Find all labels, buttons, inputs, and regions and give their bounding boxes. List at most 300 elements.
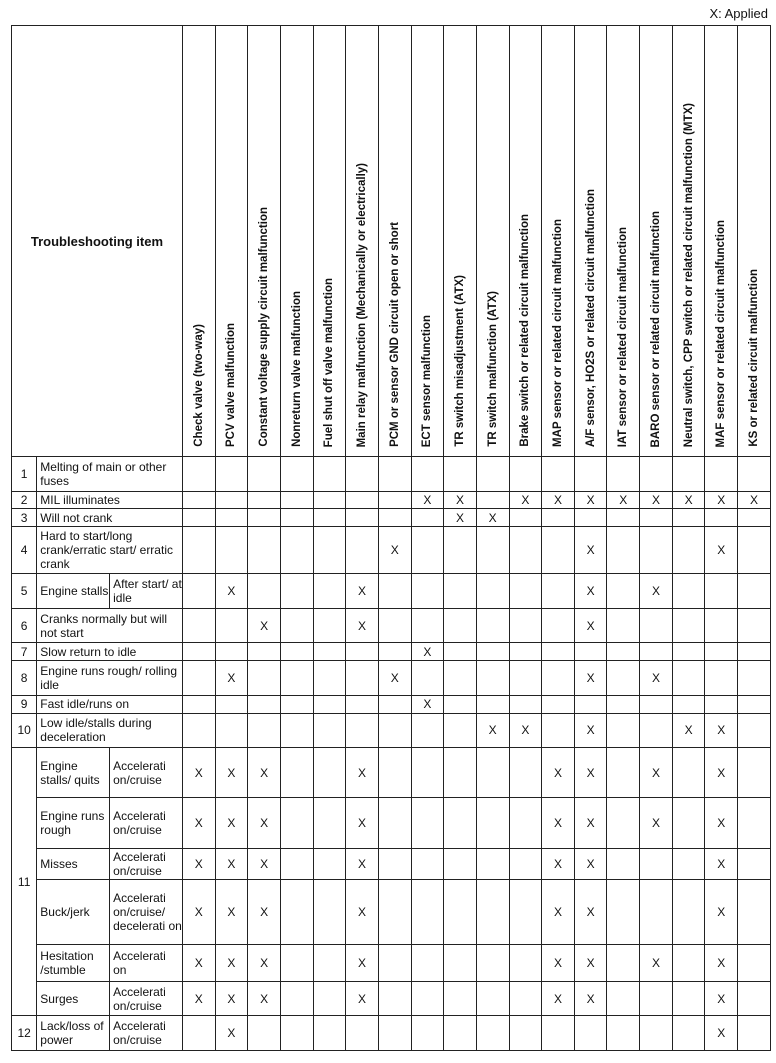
applied-cell: X xyxy=(574,661,607,696)
row-number: 11 xyxy=(12,748,37,1016)
applied-cell xyxy=(672,457,705,492)
applied-cell xyxy=(215,509,248,527)
applied-cell xyxy=(574,1016,607,1051)
applied-cell: X xyxy=(346,748,379,798)
applied-cell xyxy=(280,661,313,696)
header-row xyxy=(12,26,771,457)
applied-cell xyxy=(607,457,640,492)
applied-cell: X xyxy=(574,527,607,574)
applied-cell xyxy=(509,981,542,1016)
applied-cell xyxy=(346,509,379,527)
applied-cell xyxy=(738,509,771,527)
table-row xyxy=(12,748,771,798)
troubleshooting-item: Hard to start/long crank/erratic start/ erratic crank xyxy=(37,527,183,574)
applied-cell: X xyxy=(738,491,771,509)
applied-cell xyxy=(542,643,575,661)
applied-cell xyxy=(313,527,346,574)
applied-cell xyxy=(280,457,313,492)
applied-cell xyxy=(509,798,542,848)
applied-cell: X xyxy=(574,574,607,609)
troubleshooting-item: Will not crank xyxy=(37,509,183,527)
applied-cell xyxy=(542,713,575,748)
table-row xyxy=(12,574,771,609)
table-row xyxy=(12,457,771,492)
applied-cell xyxy=(738,695,771,713)
applied-cell xyxy=(182,574,215,609)
applied-cell xyxy=(672,695,705,713)
applied-cell xyxy=(476,981,509,1016)
applied-cell xyxy=(378,981,411,1016)
applied-cell xyxy=(444,574,477,609)
table-body xyxy=(12,457,771,1051)
applied-cell xyxy=(738,608,771,643)
applied-cell: X xyxy=(705,798,738,848)
applied-cell xyxy=(346,713,379,748)
applied-cell xyxy=(280,798,313,848)
applied-cell xyxy=(574,457,607,492)
applied-cell xyxy=(248,457,281,492)
column-header xyxy=(182,26,215,457)
troubleshooting-item: Engine stalls xyxy=(37,574,110,609)
applied-cell xyxy=(182,713,215,748)
row-number: 6 xyxy=(12,608,37,643)
applied-cell xyxy=(182,457,215,492)
applied-cell: X xyxy=(346,981,379,1016)
applied-cell xyxy=(378,491,411,509)
column-header xyxy=(215,26,248,457)
applied-cell xyxy=(738,527,771,574)
applied-cell xyxy=(738,945,771,982)
applied-cell xyxy=(248,491,281,509)
applied-cell: X xyxy=(346,574,379,609)
troubleshooting-item: Low idle/stalls during deceleration xyxy=(37,713,183,748)
applied-cell xyxy=(509,457,542,492)
column-header xyxy=(248,26,281,457)
applied-cell: X xyxy=(215,981,248,1016)
applied-cell: X xyxy=(182,848,215,879)
applied-cell xyxy=(411,1016,444,1051)
applied-cell xyxy=(313,643,346,661)
applied-cell: X xyxy=(182,798,215,848)
applied-cell: X xyxy=(705,748,738,798)
column-header xyxy=(705,26,738,457)
column-header-label: BARO sensor or related circuit malfunction xyxy=(649,210,662,447)
applied-cell xyxy=(640,848,673,879)
applied-cell xyxy=(542,509,575,527)
applied-cell xyxy=(444,608,477,643)
applied-cell xyxy=(705,695,738,713)
applied-cell xyxy=(280,748,313,798)
applied-cell xyxy=(509,695,542,713)
troubleshooting-item: Engine runs rough/ rolling idle xyxy=(37,661,183,696)
applied-cell xyxy=(640,643,673,661)
applied-cell xyxy=(280,643,313,661)
condition: After start/ at idle xyxy=(110,574,183,609)
applied-cell: X xyxy=(705,1016,738,1051)
applied-cell: X xyxy=(542,798,575,848)
troubleshooting-item: Lack/loss of power xyxy=(37,1016,110,1051)
applied-cell: X xyxy=(248,748,281,798)
applied-cell xyxy=(215,643,248,661)
applied-cell: X xyxy=(542,848,575,879)
applied-cell xyxy=(509,945,542,982)
condition: Accelerati on/cruise xyxy=(110,748,183,798)
applied-cell xyxy=(313,798,346,848)
applied-cell xyxy=(182,527,215,574)
applied-cell xyxy=(607,748,640,798)
applied-cell: X xyxy=(215,661,248,696)
applied-cell xyxy=(476,848,509,879)
column-header xyxy=(280,26,313,457)
applied-cell xyxy=(509,880,542,945)
applied-cell xyxy=(313,608,346,643)
table-row xyxy=(12,695,771,713)
applied-cell xyxy=(182,608,215,643)
applied-cell xyxy=(346,1016,379,1051)
table-row xyxy=(12,643,771,661)
column-header-label: Main relay malfunction (Mechanically or electrically) xyxy=(356,162,369,447)
applied-cell xyxy=(574,509,607,527)
applied-cell: X xyxy=(640,945,673,982)
applied-cell xyxy=(476,574,509,609)
applied-cell xyxy=(215,527,248,574)
troubleshooting-item: MIL illuminates xyxy=(37,491,183,509)
column-header xyxy=(444,26,477,457)
applied-cell xyxy=(248,713,281,748)
applied-cell xyxy=(672,527,705,574)
applied-cell xyxy=(378,880,411,945)
applied-cell xyxy=(607,945,640,982)
applied-cell: X xyxy=(215,848,248,879)
row-number: 7 xyxy=(12,643,37,661)
applied-cell xyxy=(280,695,313,713)
applied-cell xyxy=(313,981,346,1016)
column-header xyxy=(574,26,607,457)
applied-cell xyxy=(672,1016,705,1051)
applied-cell xyxy=(411,798,444,848)
applied-cell xyxy=(411,608,444,643)
applied-cell xyxy=(607,661,640,696)
applied-cell: X xyxy=(215,798,248,848)
applied-cell xyxy=(215,713,248,748)
troubleshooting-item: Fast idle/runs on xyxy=(37,695,183,713)
column-header-label: ECT sensor malfunction xyxy=(421,314,434,447)
applied-cell xyxy=(738,981,771,1016)
row-number: 5 xyxy=(12,574,37,609)
applied-cell xyxy=(607,643,640,661)
applied-cell xyxy=(476,1016,509,1051)
applied-cell xyxy=(248,509,281,527)
applied-cell xyxy=(215,608,248,643)
applied-cell xyxy=(705,643,738,661)
applied-cell: X xyxy=(346,945,379,982)
applied-cell xyxy=(738,748,771,798)
row-number: 4 xyxy=(12,527,37,574)
column-header-label: Constant voltage supply circuit malfunction xyxy=(258,207,271,447)
column-header-label: MAF sensor or related circuit malfunction xyxy=(715,219,728,447)
applied-cell xyxy=(574,643,607,661)
applied-cell xyxy=(542,1016,575,1051)
table-row xyxy=(12,981,771,1016)
condition: Accelerati on/cruise xyxy=(110,848,183,879)
applied-cell xyxy=(313,457,346,492)
applied-cell xyxy=(313,945,346,982)
applied-cell: X xyxy=(411,491,444,509)
troubleshooting-item: Cranks normally but will not start xyxy=(37,608,183,643)
applied-cell xyxy=(607,880,640,945)
applied-cell xyxy=(738,848,771,879)
column-header xyxy=(672,26,705,457)
applied-cell xyxy=(411,509,444,527)
applied-cell: X xyxy=(705,527,738,574)
applied-cell xyxy=(672,981,705,1016)
column-header-label: MAP sensor or related circuit malfunction xyxy=(551,219,564,447)
applied-cell: X xyxy=(346,880,379,945)
column-header-label: KS or related circuit malfunction xyxy=(748,269,761,447)
applied-cell xyxy=(607,981,640,1016)
applied-cell: X xyxy=(640,798,673,848)
applied-cell: X xyxy=(672,713,705,748)
table-row xyxy=(12,661,771,696)
applied-cell xyxy=(182,509,215,527)
column-header xyxy=(411,26,444,457)
column-header xyxy=(313,26,346,457)
applied-cell xyxy=(476,527,509,574)
column-header xyxy=(607,26,640,457)
applied-cell xyxy=(672,608,705,643)
applied-cell: X xyxy=(182,880,215,945)
applied-cell xyxy=(378,695,411,713)
applied-cell xyxy=(280,574,313,609)
column-header-label: Brake switch or related circuit malfunction xyxy=(519,214,532,447)
applied-cell xyxy=(607,798,640,848)
applied-cell: X xyxy=(574,713,607,748)
applied-cell: X xyxy=(705,981,738,1016)
applied-cell xyxy=(346,491,379,509)
troubleshooting-item: Melting of main or other fuses xyxy=(37,457,183,492)
applied-cell xyxy=(476,491,509,509)
applied-cell xyxy=(248,574,281,609)
applied-cell xyxy=(640,457,673,492)
applied-cell xyxy=(738,1016,771,1051)
applied-cell xyxy=(378,848,411,879)
table-row xyxy=(12,491,771,509)
applied-cell xyxy=(607,695,640,713)
applied-cell xyxy=(411,880,444,945)
troubleshooting-item: Misses xyxy=(37,848,110,879)
applied-cell xyxy=(607,713,640,748)
applied-cell xyxy=(248,661,281,696)
applied-cell xyxy=(672,643,705,661)
applied-cell: X xyxy=(476,509,509,527)
applied-cell xyxy=(738,880,771,945)
applied-cell: X xyxy=(215,574,248,609)
table-row xyxy=(12,848,771,879)
applied-cell xyxy=(280,880,313,945)
applied-cell: X xyxy=(411,695,444,713)
applied-cell: X xyxy=(542,491,575,509)
applied-cell xyxy=(378,748,411,798)
applied-cell: X xyxy=(542,880,575,945)
applied-cell xyxy=(672,945,705,982)
applied-cell xyxy=(444,695,477,713)
applied-cell xyxy=(672,798,705,848)
column-header xyxy=(378,26,411,457)
condition: Accelerati on/cruise/ decelerati on xyxy=(110,880,183,945)
applied-cell xyxy=(509,643,542,661)
applied-cell xyxy=(509,608,542,643)
legend-text: X: Applied xyxy=(709,6,768,21)
column-header-label: TR switch malfunction (ATX) xyxy=(486,291,499,447)
applied-cell xyxy=(280,527,313,574)
applied-cell xyxy=(313,848,346,879)
applied-cell xyxy=(444,798,477,848)
applied-cell xyxy=(444,748,477,798)
applied-cell xyxy=(444,527,477,574)
table-row xyxy=(12,509,771,527)
applied-cell: X xyxy=(574,608,607,643)
applied-cell xyxy=(280,509,313,527)
applied-cell xyxy=(509,1016,542,1051)
applied-cell xyxy=(411,713,444,748)
applied-cell xyxy=(346,643,379,661)
applied-cell xyxy=(542,695,575,713)
applied-cell xyxy=(411,527,444,574)
applied-cell: X xyxy=(705,848,738,879)
applied-cell xyxy=(640,713,673,748)
applied-cell xyxy=(607,527,640,574)
applied-cell xyxy=(313,574,346,609)
applied-cell xyxy=(640,1016,673,1051)
applied-cell xyxy=(313,748,346,798)
applied-cell xyxy=(215,457,248,492)
condition: Accelerati on/cruise xyxy=(110,981,183,1016)
applied-cell: X xyxy=(672,491,705,509)
applied-cell xyxy=(444,643,477,661)
applied-cell xyxy=(215,491,248,509)
applied-cell xyxy=(509,574,542,609)
applied-cell xyxy=(313,713,346,748)
table-row xyxy=(12,798,771,848)
applied-cell: X xyxy=(705,945,738,982)
applied-cell xyxy=(705,661,738,696)
column-header xyxy=(476,26,509,457)
troubleshooting-item: Surges xyxy=(37,981,110,1016)
applied-cell xyxy=(346,527,379,574)
column-header xyxy=(346,26,379,457)
applied-cell: X xyxy=(182,945,215,982)
applied-cell xyxy=(542,574,575,609)
applied-cell xyxy=(411,748,444,798)
column-header-label: Check valve (two-way) xyxy=(192,324,205,447)
applied-cell xyxy=(411,661,444,696)
applied-cell xyxy=(705,574,738,609)
applied-cell xyxy=(476,798,509,848)
applied-cell xyxy=(542,457,575,492)
applied-cell: X xyxy=(509,491,542,509)
applied-cell xyxy=(378,643,411,661)
applied-cell xyxy=(607,574,640,609)
column-header xyxy=(640,26,673,457)
applied-cell xyxy=(640,509,673,527)
applied-cell xyxy=(640,608,673,643)
applied-cell: X xyxy=(574,748,607,798)
applied-cell: X xyxy=(182,748,215,798)
applied-cell: X xyxy=(378,661,411,696)
applied-cell xyxy=(738,574,771,609)
applied-cell xyxy=(607,608,640,643)
applied-cell xyxy=(574,695,607,713)
column-header-label: Nonreturn valve malfunction xyxy=(290,291,303,447)
applied-cell: X xyxy=(444,509,477,527)
applied-cell xyxy=(313,880,346,945)
applied-cell: X xyxy=(607,491,640,509)
applied-cell xyxy=(444,1016,477,1051)
applied-cell xyxy=(248,643,281,661)
applied-cell xyxy=(738,661,771,696)
applied-cell xyxy=(248,527,281,574)
applied-cell xyxy=(509,509,542,527)
column-header-label: Fuel shut off valve malfunction xyxy=(323,277,336,447)
condition: Accelerati on/cruise xyxy=(110,1016,183,1051)
applied-cell xyxy=(280,848,313,879)
applied-cell xyxy=(542,527,575,574)
table-row xyxy=(12,1016,771,1051)
applied-cell xyxy=(280,981,313,1016)
troubleshooting-item: Engine runs rough xyxy=(37,798,110,848)
applied-cell xyxy=(378,457,411,492)
applied-cell xyxy=(672,661,705,696)
applied-cell xyxy=(444,945,477,982)
applied-cell: X xyxy=(215,880,248,945)
applied-cell xyxy=(444,661,477,696)
applied-cell xyxy=(476,608,509,643)
applied-cell xyxy=(476,643,509,661)
applied-cell xyxy=(509,661,542,696)
applied-cell xyxy=(378,1016,411,1051)
applied-cell xyxy=(476,945,509,982)
row-number: 1 xyxy=(12,457,37,492)
applied-cell xyxy=(738,457,771,492)
applied-cell xyxy=(280,945,313,982)
column-header-label: PCM or sensor GND circuit open or short xyxy=(388,222,401,447)
applied-cell xyxy=(378,945,411,982)
troubleshooting-table xyxy=(11,25,771,1051)
column-header-label: PCV valve malfunction xyxy=(225,323,238,447)
applied-cell: X xyxy=(248,880,281,945)
applied-cell: X xyxy=(542,748,575,798)
applied-cell: X xyxy=(705,880,738,945)
applied-cell xyxy=(411,574,444,609)
applied-cell xyxy=(705,509,738,527)
column-header-label: Neutral switch, CPP switch or related circuit malfunction (MTX) xyxy=(682,102,695,447)
applied-cell xyxy=(313,695,346,713)
applied-cell xyxy=(313,1016,346,1051)
table-row xyxy=(12,945,771,982)
applied-cell xyxy=(640,880,673,945)
applied-cell xyxy=(542,661,575,696)
applied-cell xyxy=(182,1016,215,1051)
applied-cell: X xyxy=(574,848,607,879)
applied-cell xyxy=(280,713,313,748)
column-header xyxy=(738,26,771,457)
applied-cell xyxy=(313,491,346,509)
applied-cell xyxy=(346,457,379,492)
applied-cell xyxy=(182,695,215,713)
applied-cell xyxy=(182,491,215,509)
applied-cell xyxy=(280,491,313,509)
applied-cell xyxy=(607,1016,640,1051)
